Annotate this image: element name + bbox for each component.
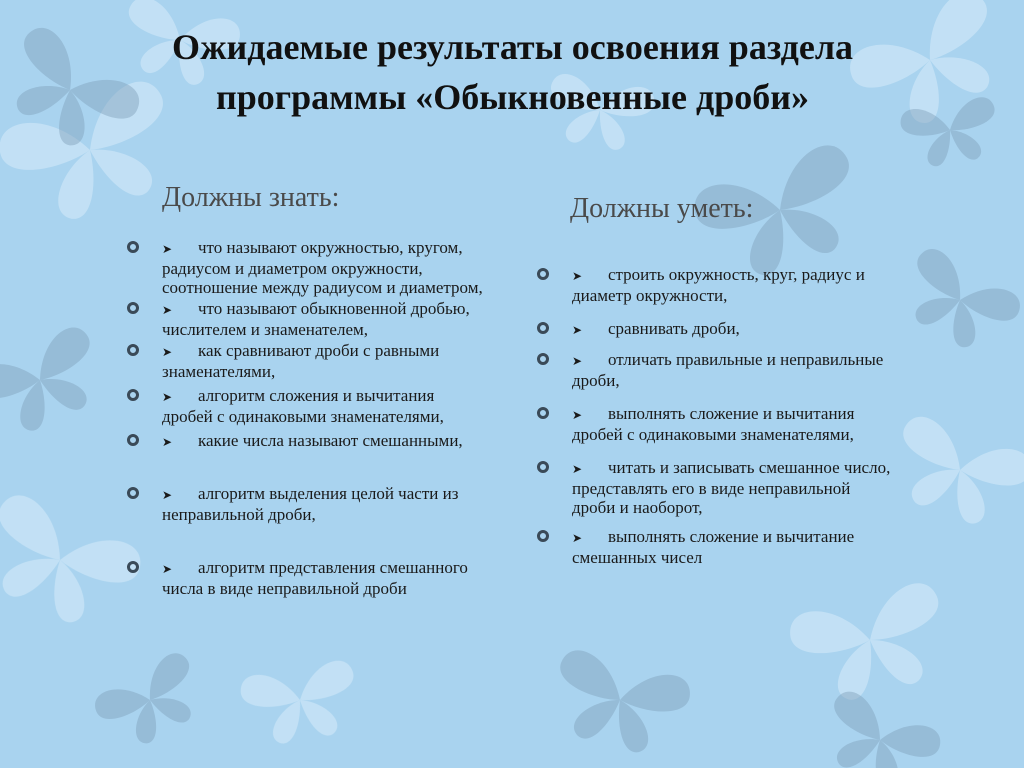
arrowhead-icon: ➤ [572,323,583,337]
list-item-text: строить окружность, круг, радиус и диаметр окружности, [572,265,865,305]
ring-bullet-icon [126,301,140,315]
ring-bullet-icon [126,560,140,574]
list-item-text: алгоритм представления смешанного числа в виде неправильной дроби [162,558,468,598]
list-item-text: отличать правильные и неправильные дроби, [572,350,884,390]
list-item-text: выполнять сложение и вычитание смешанных чисел [572,527,855,567]
list-item [536,350,896,390]
list-item-text: что называют окружностью, кругом, радиусом и диаметром окружности, соотношение между радиусом и диаметром, [162,238,483,297]
ring-bullet-icon [536,352,550,366]
ring-bullet-icon [126,240,140,254]
list-item [126,431,486,452]
ring-bullet-icon [536,321,550,335]
arrowhead-icon: ➤ [162,562,173,576]
list-item-text: читать и записывать смешанное число, представлять его в виде неправильной дроби и наоборот, [572,458,891,517]
list-item [536,458,896,517]
slide-title-line-2: программы «Обыкновенные дроби» [216,77,809,117]
ring-bullet-icon [536,460,550,474]
list-item [126,558,486,598]
list-item [126,341,486,381]
list-item [536,319,896,340]
list-item [536,265,896,305]
arrowhead-icon: ➤ [572,462,583,476]
arrowhead-icon: ➤ [572,354,583,368]
slide-title-line-1: Ожидаемые результаты освоения раздела [171,27,854,67]
arrowhead-icon: ➤ [162,488,173,502]
list-item [536,527,896,567]
list-item-text: алгоритм выделения целой части из неправильной дроби, [162,484,459,524]
arrowhead-icon: ➤ [162,345,173,359]
list-item-text: сравнивать дроби, [608,319,740,338]
list-item-text: выполнять сложение и вычитания дробей с одинаковыми знаменателями, [572,404,855,444]
ring-bullet-icon [126,343,140,357]
list-item [126,484,486,524]
slide-title [90,22,935,122]
arrowhead-icon: ➤ [162,390,173,404]
ring-bullet-icon [536,529,550,543]
ring-bullet-icon [126,433,140,447]
arrowhead-icon: ➤ [162,303,173,317]
list-item-text: какие числа называют смешанными, [198,431,463,450]
arrowhead-icon: ➤ [572,531,583,545]
list-item-text: как сравнивают дроби с равными знаменателями, [162,341,440,381]
left-bullet-list [126,238,486,598]
arrowhead-icon: ➤ [572,408,583,422]
list-item [126,299,486,339]
left-column-heading: Должны знать: [162,182,340,213]
right-column-heading: Должны уметь: [570,193,754,224]
ring-bullet-icon [536,406,550,420]
list-item [126,386,486,426]
right-bullet-list [536,265,896,567]
list-item-text: алгоритм сложения и вычитания дробей с одинаковыми знаменателями, [162,386,444,426]
list-item [126,238,486,297]
ring-bullet-icon [126,388,140,402]
ring-bullet-icon [536,267,550,281]
arrowhead-icon: ➤ [162,242,173,256]
ring-bullet-icon [126,486,140,500]
arrowhead-icon: ➤ [162,435,173,449]
arrowhead-icon: ➤ [572,269,583,283]
list-item [536,404,896,444]
list-item-text: что называют обыкновенной дробью, числителем и знаменателем, [162,299,470,339]
